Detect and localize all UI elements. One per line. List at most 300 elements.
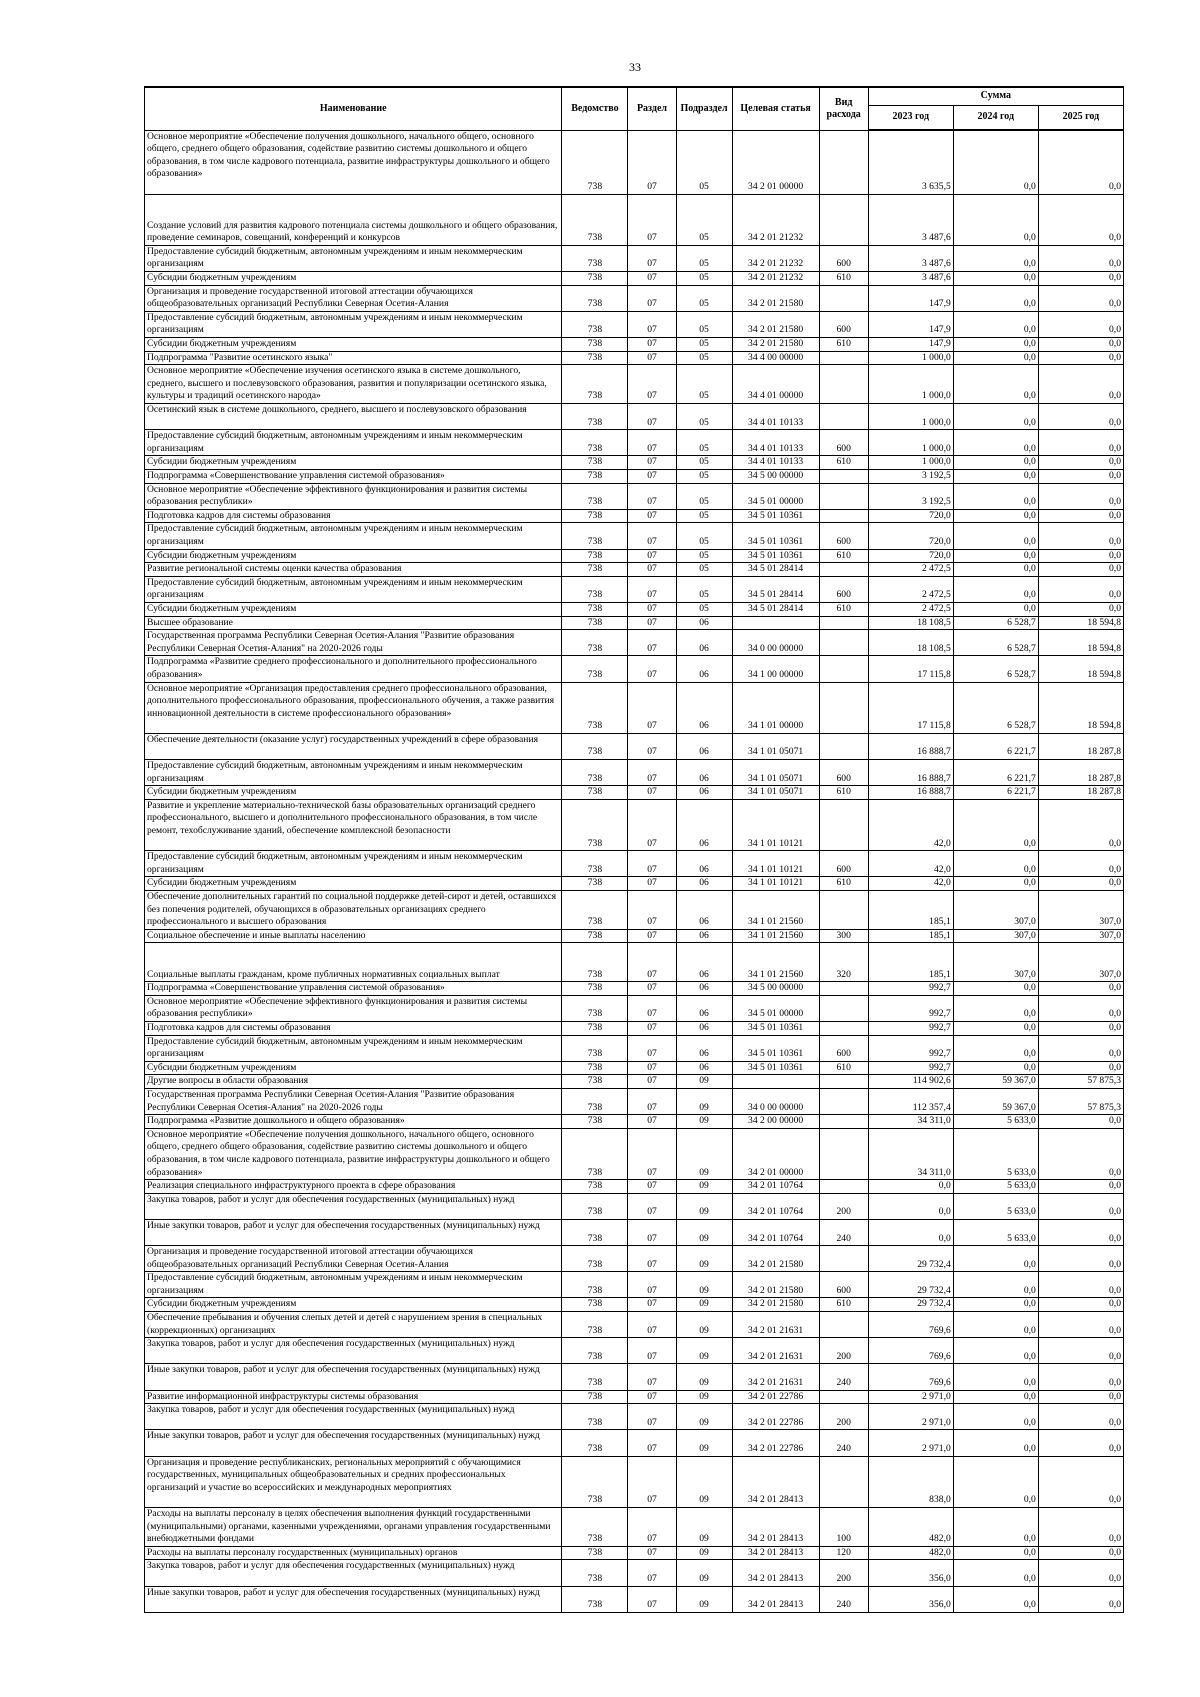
row-expense-type <box>819 1312 868 1338</box>
row-name: Иные закупки товаров, работ и услуг для обеспечения государственных (муниципальных) нужд <box>145 1430 562 1456</box>
row-expense-type: 610 <box>819 272 868 286</box>
row-department: 738 <box>562 194 628 245</box>
row-department: 738 <box>562 1430 628 1456</box>
row-expense-type <box>819 891 868 930</box>
row-sum-2024: 0,0 <box>953 576 1038 602</box>
row-name: Предоставление субсидий бюджетным, автономным учреждениям и иным некоммерческим организациям <box>145 1272 562 1298</box>
row-name: Государственная программа Республики Северная Осетия-Алания "Развитие образования Республики Северная Осетия-Алания" на 2020-2026 годы <box>145 630 562 656</box>
table-row <box>145 733 1124 759</box>
row-section: 07 <box>628 1298 676 1312</box>
row-department: 738 <box>562 1390 628 1404</box>
row-section: 07 <box>628 656 676 682</box>
row-expense-type: 610 <box>819 602 868 616</box>
row-target: 34 5 01 10361 <box>732 1061 819 1075</box>
row-expense-type: 600 <box>819 311 868 337</box>
row-expense-type <box>819 509 868 523</box>
row-department: 738 <box>562 365 628 404</box>
row-name: Осетинский язык в системе дошкольного, среднего, высшего и послевузовского образования <box>145 404 562 430</box>
row-expense-type <box>819 285 868 311</box>
row-sum-2023: 2 472,5 <box>868 576 953 602</box>
row-target: 34 2 01 22786 <box>732 1404 819 1430</box>
row-department: 738 <box>562 272 628 286</box>
row-target: 34 2 01 21580 <box>732 338 819 352</box>
header-year-2025: 2025 год <box>1038 105 1123 130</box>
row-department: 738 <box>562 1508 628 1547</box>
row-expense-type: 120 <box>819 1546 868 1560</box>
row-expense-type: 240 <box>819 1364 868 1390</box>
row-sum-2025: 0,0 <box>1038 1035 1123 1061</box>
row-subsection: 06 <box>676 786 732 800</box>
row-sum-2025: 0,0 <box>1038 338 1123 352</box>
header-section: Раздел <box>628 87 676 130</box>
row-sum-2024: 0,0 <box>953 365 1038 404</box>
row-sum-2023: 3 635,5 <box>868 130 953 194</box>
row-target: 34 2 01 28413 <box>732 1586 819 1612</box>
row-target: 34 2 01 28413 <box>732 1560 819 1586</box>
row-subsection: 06 <box>676 630 732 656</box>
row-subsection: 09 <box>676 1075 732 1089</box>
row-subsection: 09 <box>676 1456 732 1507</box>
row-subsection: 06 <box>676 616 732 630</box>
row-subsection: 06 <box>676 995 732 1021</box>
row-sum-2024: 6 528,7 <box>953 616 1038 630</box>
row-name: Подпрограмма «Развитие среднего профессионального и дополнительного профессионального образования» <box>145 656 562 682</box>
table-row <box>145 891 1124 930</box>
row-department: 738 <box>562 877 628 891</box>
table-row <box>145 1456 1124 1507</box>
row-sum-2025: 57 875,3 <box>1038 1075 1123 1089</box>
row-sum-2023: 42,0 <box>868 799 953 850</box>
row-subsection: 05 <box>676 194 732 245</box>
row-subsection: 05 <box>676 338 732 352</box>
row-subsection: 05 <box>676 576 732 602</box>
table-row <box>145 1338 1124 1364</box>
row-sum-2023: 992,7 <box>868 1061 953 1075</box>
row-department: 738 <box>562 995 628 1021</box>
row-sum-2024: 6 221,7 <box>953 733 1038 759</box>
row-section: 07 <box>628 682 676 733</box>
row-sum-2025: 0,0 <box>1038 456 1123 470</box>
row-expense-type: 610 <box>819 1061 868 1075</box>
row-sum-2024: 0,0 <box>953 1390 1038 1404</box>
table-row <box>145 1560 1124 1586</box>
row-sum-2025: 0,0 <box>1038 509 1123 523</box>
row-name: Основное мероприятие «Организация предоставления среднего профессионального образования, дополнительного профессионального образования, профессионального обучения, а также развития инновационной деятельности в системе профессионального образования» <box>145 682 562 733</box>
row-expense-type <box>819 351 868 365</box>
table-row <box>145 1298 1124 1312</box>
row-subsection: 05 <box>676 602 732 616</box>
table-row <box>145 470 1124 484</box>
table-row <box>145 1088 1124 1114</box>
row-department: 738 <box>562 982 628 996</box>
row-target: 34 2 01 10764 <box>732 1193 819 1219</box>
row-sum-2025: 0,0 <box>1038 1180 1123 1194</box>
row-target: 34 2 01 28413 <box>732 1508 819 1547</box>
row-expense-type: 200 <box>819 1193 868 1219</box>
row-sum-2023: 1 000,0 <box>868 351 953 365</box>
row-department: 738 <box>562 630 628 656</box>
row-sum-2023: 112 357,4 <box>868 1088 953 1114</box>
row-section: 07 <box>628 1180 676 1194</box>
row-sum-2024: 5 633,0 <box>953 1115 1038 1129</box>
row-name: Иные закупки товаров, работ и услуг для обеспечения государственных (муниципальных) нужд <box>145 1586 562 1612</box>
row-section: 07 <box>628 1390 676 1404</box>
row-sum-2023: 42,0 <box>868 877 953 891</box>
row-name: Организация и проведение республиканских, региональных мероприятий с обучающимися государственных, муниципальных общеобразовательных и средних профессиональных организаций и участие во всероссийских и международных мероприятиях <box>145 1456 562 1507</box>
row-section: 07 <box>628 891 676 930</box>
row-target: 34 2 01 21631 <box>732 1312 819 1338</box>
table-row <box>145 430 1124 456</box>
row-sum-2025: 0,0 <box>1038 877 1123 891</box>
table-row <box>145 1061 1124 1075</box>
row-subsection: 05 <box>676 311 732 337</box>
row-target: 34 2 01 21580 <box>732 285 819 311</box>
row-sum-2024: 0,0 <box>953 563 1038 577</box>
row-target: 34 5 01 10361 <box>732 1022 819 1036</box>
row-name: Социальные выплаты гражданам, кроме публичных нормативных социальных выплат <box>145 943 562 982</box>
row-section: 07 <box>628 1115 676 1129</box>
row-sum-2024: 0,0 <box>953 311 1038 337</box>
row-sum-2024: 307,0 <box>953 943 1038 982</box>
row-section: 07 <box>628 351 676 365</box>
row-target: 34 1 01 10121 <box>732 851 819 877</box>
row-name: Иные закупки товаров, работ и услуг для обеспечения государственных (муниципальных) нужд <box>145 1364 562 1390</box>
row-sum-2023: 29 732,4 <box>868 1272 953 1298</box>
row-target: 34 1 01 21560 <box>732 891 819 930</box>
table-row <box>145 285 1124 311</box>
row-sum-2025: 18 594,8 <box>1038 616 1123 630</box>
row-subsection: 05 <box>676 130 732 194</box>
row-sum-2025: 0,0 <box>1038 1586 1123 1612</box>
row-subsection: 05 <box>676 549 732 563</box>
row-department: 738 <box>562 1128 628 1179</box>
row-sum-2024: 0,0 <box>953 982 1038 996</box>
row-expense-type: 200 <box>819 1338 868 1364</box>
row-department: 738 <box>562 1075 628 1089</box>
row-section: 07 <box>628 311 676 337</box>
row-expense-type <box>819 365 868 404</box>
row-target: 34 2 01 00000 <box>732 130 819 194</box>
row-expense-type <box>819 130 868 194</box>
row-department: 738 <box>562 130 628 194</box>
row-subsection: 09 <box>676 1430 732 1456</box>
budget-table <box>144 86 1124 1613</box>
row-department: 738 <box>562 602 628 616</box>
row-sum-2024: 307,0 <box>953 929 1038 943</box>
row-sum-2023: 0,0 <box>868 1219 953 1245</box>
row-section: 07 <box>628 1088 676 1114</box>
row-sum-2025: 0,0 <box>1038 1430 1123 1456</box>
row-department: 738 <box>562 456 628 470</box>
row-sum-2024: 6 221,7 <box>953 760 1038 786</box>
row-expense-type: 600 <box>819 1272 868 1298</box>
row-target: 34 2 01 22786 <box>732 1430 819 1456</box>
row-subsection: 05 <box>676 470 732 484</box>
row-name: Субсидии бюджетным учреждениям <box>145 456 562 470</box>
row-sum-2025: 18 594,8 <box>1038 630 1123 656</box>
row-sum-2025: 0,0 <box>1038 404 1123 430</box>
row-expense-type <box>819 1088 868 1114</box>
row-sum-2023: 992,7 <box>868 1022 953 1036</box>
row-target: 34 5 00 00000 <box>732 982 819 996</box>
row-department: 738 <box>562 786 628 800</box>
table-row <box>145 404 1124 430</box>
row-subsection: 09 <box>676 1088 732 1114</box>
table-row <box>145 1586 1124 1612</box>
row-subsection: 05 <box>676 365 732 404</box>
row-department: 738 <box>562 483 628 509</box>
row-sum-2025: 18 287,8 <box>1038 786 1123 800</box>
row-name: Предоставление субсидий бюджетным, автономным учреждениям и иным некоммерческим организациям <box>145 523 562 549</box>
row-sum-2023: 34 311,0 <box>868 1115 953 1129</box>
row-sum-2024: 0,0 <box>953 1035 1038 1061</box>
row-sum-2024: 0,0 <box>953 549 1038 563</box>
row-sum-2024: 0,0 <box>953 799 1038 850</box>
row-name: Другие вопросы в области образования <box>145 1075 562 1089</box>
row-expense-type <box>819 1180 868 1194</box>
row-target: 34 4 01 10133 <box>732 456 819 470</box>
row-expense-type <box>819 682 868 733</box>
row-department: 738 <box>562 1272 628 1298</box>
row-department: 738 <box>562 656 628 682</box>
row-name: Подпрограмма «Развитие дошкольного и общего образования» <box>145 1115 562 1129</box>
row-target: 34 5 01 28414 <box>732 563 819 577</box>
header-subsection: Подраздел <box>676 87 732 130</box>
row-subsection: 09 <box>676 1508 732 1547</box>
row-sum-2024: 307,0 <box>953 891 1038 930</box>
table-row <box>145 630 1124 656</box>
table-row <box>145 1180 1124 1194</box>
row-name: Предоставление субсидий бюджетным, автономным учреждениям и иным некоммерческим организациям <box>145 245 562 271</box>
row-sum-2024: 0,0 <box>953 1404 1038 1430</box>
row-department: 738 <box>562 943 628 982</box>
row-section: 07 <box>628 1364 676 1390</box>
row-expense-type: 300 <box>819 929 868 943</box>
row-sum-2025: 0,0 <box>1038 1298 1123 1312</box>
row-expense-type <box>819 1022 868 1036</box>
row-target: 34 2 01 21631 <box>732 1364 819 1390</box>
row-sum-2025: 307,0 <box>1038 891 1123 930</box>
row-sum-2023: 16 888,7 <box>868 733 953 759</box>
row-sum-2024: 0,0 <box>953 509 1038 523</box>
row-sum-2025: 0,0 <box>1038 470 1123 484</box>
row-sum-2023: 769,6 <box>868 1338 953 1364</box>
row-department: 738 <box>562 891 628 930</box>
row-sum-2024: 0,0 <box>953 1364 1038 1390</box>
row-sum-2024: 0,0 <box>953 245 1038 271</box>
row-name: Закупка товаров, работ и услуг для обеспечения государственных (муниципальных) нужд <box>145 1404 562 1430</box>
row-sum-2024: 0,0 <box>953 523 1038 549</box>
row-sum-2024: 0,0 <box>953 1338 1038 1364</box>
row-target: 34 5 01 00000 <box>732 483 819 509</box>
table-row <box>145 130 1124 194</box>
table-row <box>145 1219 1124 1245</box>
row-target: 34 1 01 05071 <box>732 786 819 800</box>
row-section: 07 <box>628 470 676 484</box>
row-target: 34 2 01 28413 <box>732 1546 819 1560</box>
row-sum-2025: 0,0 <box>1038 272 1123 286</box>
row-target: 34 4 01 10133 <box>732 430 819 456</box>
row-sum-2025: 0,0 <box>1038 285 1123 311</box>
row-sum-2023: 18 108,5 <box>868 616 953 630</box>
row-sum-2024: 0,0 <box>953 1272 1038 1298</box>
row-expense-type <box>819 616 868 630</box>
row-section: 07 <box>628 1586 676 1612</box>
row-name: Организация и проведение государственной итоговой аттестации обучающихся общеобразовательных организаций Республики Северная Осетия-Алания <box>145 1246 562 1272</box>
row-department: 738 <box>562 1246 628 1272</box>
row-section: 07 <box>628 1272 676 1298</box>
row-name: Расходы на выплаты персоналу в целях обеспечения выполнения функций государственными (муниципальными) органами, казенными учреждениями, органами управления государственными внебюджетными фондами <box>145 1508 562 1547</box>
row-subsection: 06 <box>676 733 732 759</box>
table-row <box>145 602 1124 616</box>
row-section: 07 <box>628 1404 676 1430</box>
row-department: 738 <box>562 1456 628 1507</box>
row-sum-2024: 0,0 <box>953 483 1038 509</box>
row-sum-2025: 0,0 <box>1038 1560 1123 1586</box>
table-row <box>145 929 1124 943</box>
row-department: 738 <box>562 760 628 786</box>
row-sum-2023: 2 472,5 <box>868 602 953 616</box>
row-sum-2023: 185,1 <box>868 929 953 943</box>
row-sum-2023: 147,9 <box>868 338 953 352</box>
row-department: 738 <box>562 616 628 630</box>
row-section: 07 <box>628 1022 676 1036</box>
row-department: 738 <box>562 1035 628 1061</box>
row-sum-2023: 992,7 <box>868 995 953 1021</box>
row-section: 07 <box>628 563 676 577</box>
row-name: Реализация специального инфраструктурного проекта в сфере образования <box>145 1180 562 1194</box>
row-subsection: 09 <box>676 1180 732 1194</box>
row-department: 738 <box>562 470 628 484</box>
row-sum-2024: 0,0 <box>953 130 1038 194</box>
row-department: 738 <box>562 851 628 877</box>
row-section: 07 <box>628 549 676 563</box>
row-sum-2023: 992,7 <box>868 982 953 996</box>
table-row <box>145 523 1124 549</box>
table-row <box>145 1312 1124 1338</box>
row-expense-type: 240 <box>819 1586 868 1612</box>
row-department: 738 <box>562 1560 628 1586</box>
row-section: 07 <box>628 338 676 352</box>
row-expense-type: 600 <box>819 523 868 549</box>
row-sum-2025: 0,0 <box>1038 1364 1123 1390</box>
row-expense-type: 610 <box>819 786 868 800</box>
row-subsection: 09 <box>676 1390 732 1404</box>
row-section: 07 <box>628 616 676 630</box>
row-sum-2025: 18 594,8 <box>1038 682 1123 733</box>
row-subsection: 09 <box>676 1246 732 1272</box>
row-section: 07 <box>628 877 676 891</box>
row-expense-type: 610 <box>819 1298 868 1312</box>
table-row <box>145 1193 1124 1219</box>
row-section: 07 <box>628 1546 676 1560</box>
row-sum-2023: 147,9 <box>868 311 953 337</box>
row-sum-2024: 5 633,0 <box>953 1128 1038 1179</box>
row-department: 738 <box>562 549 628 563</box>
row-sum-2025: 0,0 <box>1038 1193 1123 1219</box>
row-sum-2024: 0,0 <box>953 1246 1038 1272</box>
row-sum-2023: 3 487,6 <box>868 194 953 245</box>
row-expense-type <box>819 404 868 430</box>
row-sum-2024: 0,0 <box>953 1312 1038 1338</box>
row-target: 34 2 01 21232 <box>732 245 819 271</box>
row-subsection: 06 <box>676 1061 732 1075</box>
row-name: Организация и проведение государственной итоговой аттестации обучающихся общеобразовательных организаций Республики Северная Осетия-Алания <box>145 285 562 311</box>
row-sum-2023: 838,0 <box>868 1456 953 1507</box>
row-target: 34 2 01 21631 <box>732 1338 819 1364</box>
row-sum-2023: 1 000,0 <box>868 365 953 404</box>
row-sum-2023: 356,0 <box>868 1586 953 1612</box>
row-sum-2024: 0,0 <box>953 1586 1038 1612</box>
table-row <box>145 1035 1124 1061</box>
row-sum-2024: 0,0 <box>953 470 1038 484</box>
table-row <box>145 877 1124 891</box>
row-target: 34 1 01 00000 <box>732 682 819 733</box>
table-row <box>145 365 1124 404</box>
table-row <box>145 1390 1124 1404</box>
row-sum-2024: 0,0 <box>953 995 1038 1021</box>
row-name: Закупка товаров, работ и услуг для обеспечения государственных (муниципальных) нужд <box>145 1338 562 1364</box>
row-subsection: 06 <box>676 929 732 943</box>
row-expense-type: 600 <box>819 245 868 271</box>
row-sum-2023: 29 732,4 <box>868 1246 953 1272</box>
table-row <box>145 194 1124 245</box>
row-department: 738 <box>562 338 628 352</box>
row-department: 738 <box>562 1180 628 1194</box>
row-target: 34 4 00 00000 <box>732 351 819 365</box>
row-expense-type <box>819 470 868 484</box>
row-department: 738 <box>562 1088 628 1114</box>
row-name: Подпрограмма «Совершенствование управления системой образования» <box>145 982 562 996</box>
header-expense-type: Вид расхода <box>819 87 868 130</box>
row-target: 34 1 01 10121 <box>732 799 819 850</box>
row-section: 07 <box>628 760 676 786</box>
table-row <box>145 576 1124 602</box>
row-target <box>732 616 819 630</box>
row-sum-2023: 2 971,0 <box>868 1404 953 1430</box>
row-department: 738 <box>562 1219 628 1245</box>
row-name: Закупка товаров, работ и услуг для обеспечения государственных (муниципальных) нужд <box>145 1560 562 1586</box>
row-expense-type: 600 <box>819 851 868 877</box>
row-expense-type <box>819 1115 868 1129</box>
row-target: 34 2 01 21580 <box>732 1272 819 1298</box>
row-sum-2023: 769,6 <box>868 1364 953 1390</box>
table-row <box>145 1022 1124 1036</box>
row-sum-2025: 0,0 <box>1038 1246 1123 1272</box>
row-subsection: 06 <box>676 877 732 891</box>
row-expense-type: 600 <box>819 576 868 602</box>
row-sum-2024: 0,0 <box>953 877 1038 891</box>
row-section: 07 <box>628 509 676 523</box>
row-name: Предоставление субсидий бюджетным, автономным учреждениям и иным некоммерческим организациям <box>145 311 562 337</box>
row-expense-type: 610 <box>819 877 868 891</box>
row-name: Обеспечение деятельности (оказание услуг) государственных учреждений в сфере образования <box>145 733 562 759</box>
row-target: 34 1 01 05071 <box>732 733 819 759</box>
table-row <box>145 1364 1124 1390</box>
row-target: 34 1 01 21560 <box>732 929 819 943</box>
row-section: 07 <box>628 1456 676 1507</box>
row-sum-2025: 57 875,3 <box>1038 1088 1123 1114</box>
row-sum-2024: 0,0 <box>953 404 1038 430</box>
row-expense-type: 610 <box>819 338 868 352</box>
row-section: 07 <box>628 430 676 456</box>
row-expense-type <box>819 1075 868 1089</box>
table-row <box>145 1115 1124 1129</box>
row-name: Подготовка кадров для системы образования <box>145 1022 562 1036</box>
row-section: 07 <box>628 194 676 245</box>
row-subsection: 09 <box>676 1586 732 1612</box>
table-body <box>145 130 1124 1612</box>
